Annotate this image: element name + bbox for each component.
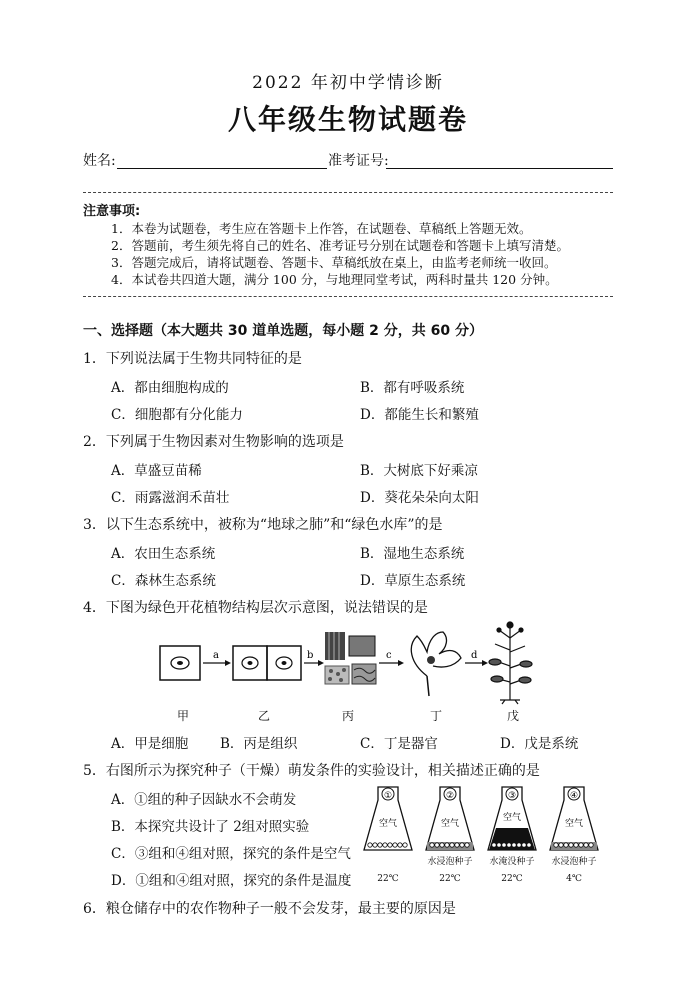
figure-label-jia: 甲 [176,709,189,723]
option-a: A．甲是细胞 [111,736,189,752]
flask-2-label: 水浸泡种子 [427,857,473,867]
question-stem: 6．粮仓储存中的农作物种子一般不会发芽，最主要的原因是 [83,901,456,917]
flask-2 [426,787,474,850]
name-blank [117,168,327,169]
flask-1-temp: 22℃ [377,874,399,884]
flask-2-number: ② [445,791,455,801]
arrow-d-label: d [471,650,478,661]
flower-icon [411,632,461,696]
flask-3-number: ③ [507,791,517,801]
option-d: D．①组和④组对照，探究的条件是温度 [111,873,352,889]
flask-3-label: 水淹没种子 [489,857,535,867]
flask-4 [550,787,598,850]
option-a: A．①组的种子因缺水不会萌发 [111,792,297,808]
arrow-a-label: a [213,650,219,661]
question-stem: 4．下图为绿色开花植物结构层次示意图，说法错误的是 [83,600,428,616]
exam-subtitle: 2022 年初中学情诊断 [252,73,444,93]
option-b: B．丙是组织 [220,736,298,752]
flask-3-air: 空气 [502,813,522,823]
divider-bottom [83,296,613,297]
plant-icon [489,622,532,704]
cell-icon [160,646,200,680]
figure-label-ding: 丁 [429,709,442,723]
divider-top [83,192,613,193]
figure-label-wu: 戊 [506,709,519,723]
option-b: B．本探究共设计了 2组对照实验 [111,819,310,835]
section-title: 一、选择题（本大题共 30 道单选题，每小题 2 分，共 60 分） [83,323,483,339]
option-d: D．戊是系统 [500,736,579,752]
option-c: C．③组和④组对照，探究的条件是空气 [111,846,351,862]
option-c: C．细胞都有分化能力 [111,407,243,423]
tissue-icon [325,632,376,684]
option-c: C．森林生态系统 [111,573,216,589]
option-a: A．农田生态系统 [111,546,216,562]
option-c: C．丁是器官 [360,736,438,752]
note-item: 1．本卷为试题卷，考生应在答题卡上作答，在试题卷、草稿纸上答题无效。 [111,221,532,236]
option-b: B．大树底下好乘凉 [360,463,478,479]
id-blank [386,168,613,169]
flask-4-air: 空气 [564,819,584,829]
flask-2-air: 空气 [440,819,460,829]
plant-hierarchy-figure [155,618,535,706]
question-stem: 3．以下生态系统中，被称为“地球之肺”和“绿色水库”的是 [83,517,443,533]
dividing-cells-icon [233,646,301,680]
option-d: D．葵花朵朵向太阳 [360,490,479,506]
option-c: C．雨露滋润禾苗壮 [111,490,230,506]
flask-3 [488,787,536,850]
name-label: 姓名: [83,153,116,169]
question-stem: 2．下列属于生物因素对生物影响的选项是 [83,434,344,450]
flask-1-number: ① [383,791,393,801]
option-b: B．都有呼吸系统 [360,380,465,396]
option-a: A．草盛豆苗稀 [111,463,202,479]
option-d: D．草原生态系统 [360,573,466,589]
seed-flasks-figure [360,782,610,862]
flask-4-temp: 4℃ [566,874,582,884]
flask-2-temp: 22℃ [439,874,461,884]
arrow-b-label: b [307,650,314,661]
arrow-c-label: c [386,650,392,661]
exam-title: 八年级生物试题卷 [227,103,468,136]
option-a: A．都由细胞构成的 [111,380,229,396]
id-label: 准考证号: [328,153,389,169]
notes-heading: 注意事项: [83,204,141,219]
question-stem: 1．下列说法属于生物共同特征的是 [83,351,302,367]
option-b: B．湿地生态系统 [360,546,465,562]
option-d: D．都能生长和繁殖 [360,407,479,423]
note-item: 3．答题完成后，请将试题卷、答题卡、草稿纸放在桌上，由监考老师统一收回。 [111,255,557,270]
figure-label-yi: 乙 [257,709,270,723]
figure-label-bing: 丙 [341,709,354,723]
question-stem: 5．右图所示为探究种子（干燥）萌发条件的实验设计，相关描述正确的是 [83,763,540,779]
flask-1 [364,787,412,850]
flask-1-air: 空气 [378,819,398,829]
flask-3-temp: 22℃ [501,874,523,884]
flask-4-label: 水浸泡种子 [551,857,597,867]
note-item: 4．本试卷共四道大题，满分 100 分，与地理同堂考试，两科时量共 120 分钟。 [111,272,558,287]
flask-4-number: ④ [569,791,579,801]
note-item: 2．答题前，考生须先将自己的姓名、准考证号分别在试题卷和答题卡上填写清楚。 [111,238,569,253]
